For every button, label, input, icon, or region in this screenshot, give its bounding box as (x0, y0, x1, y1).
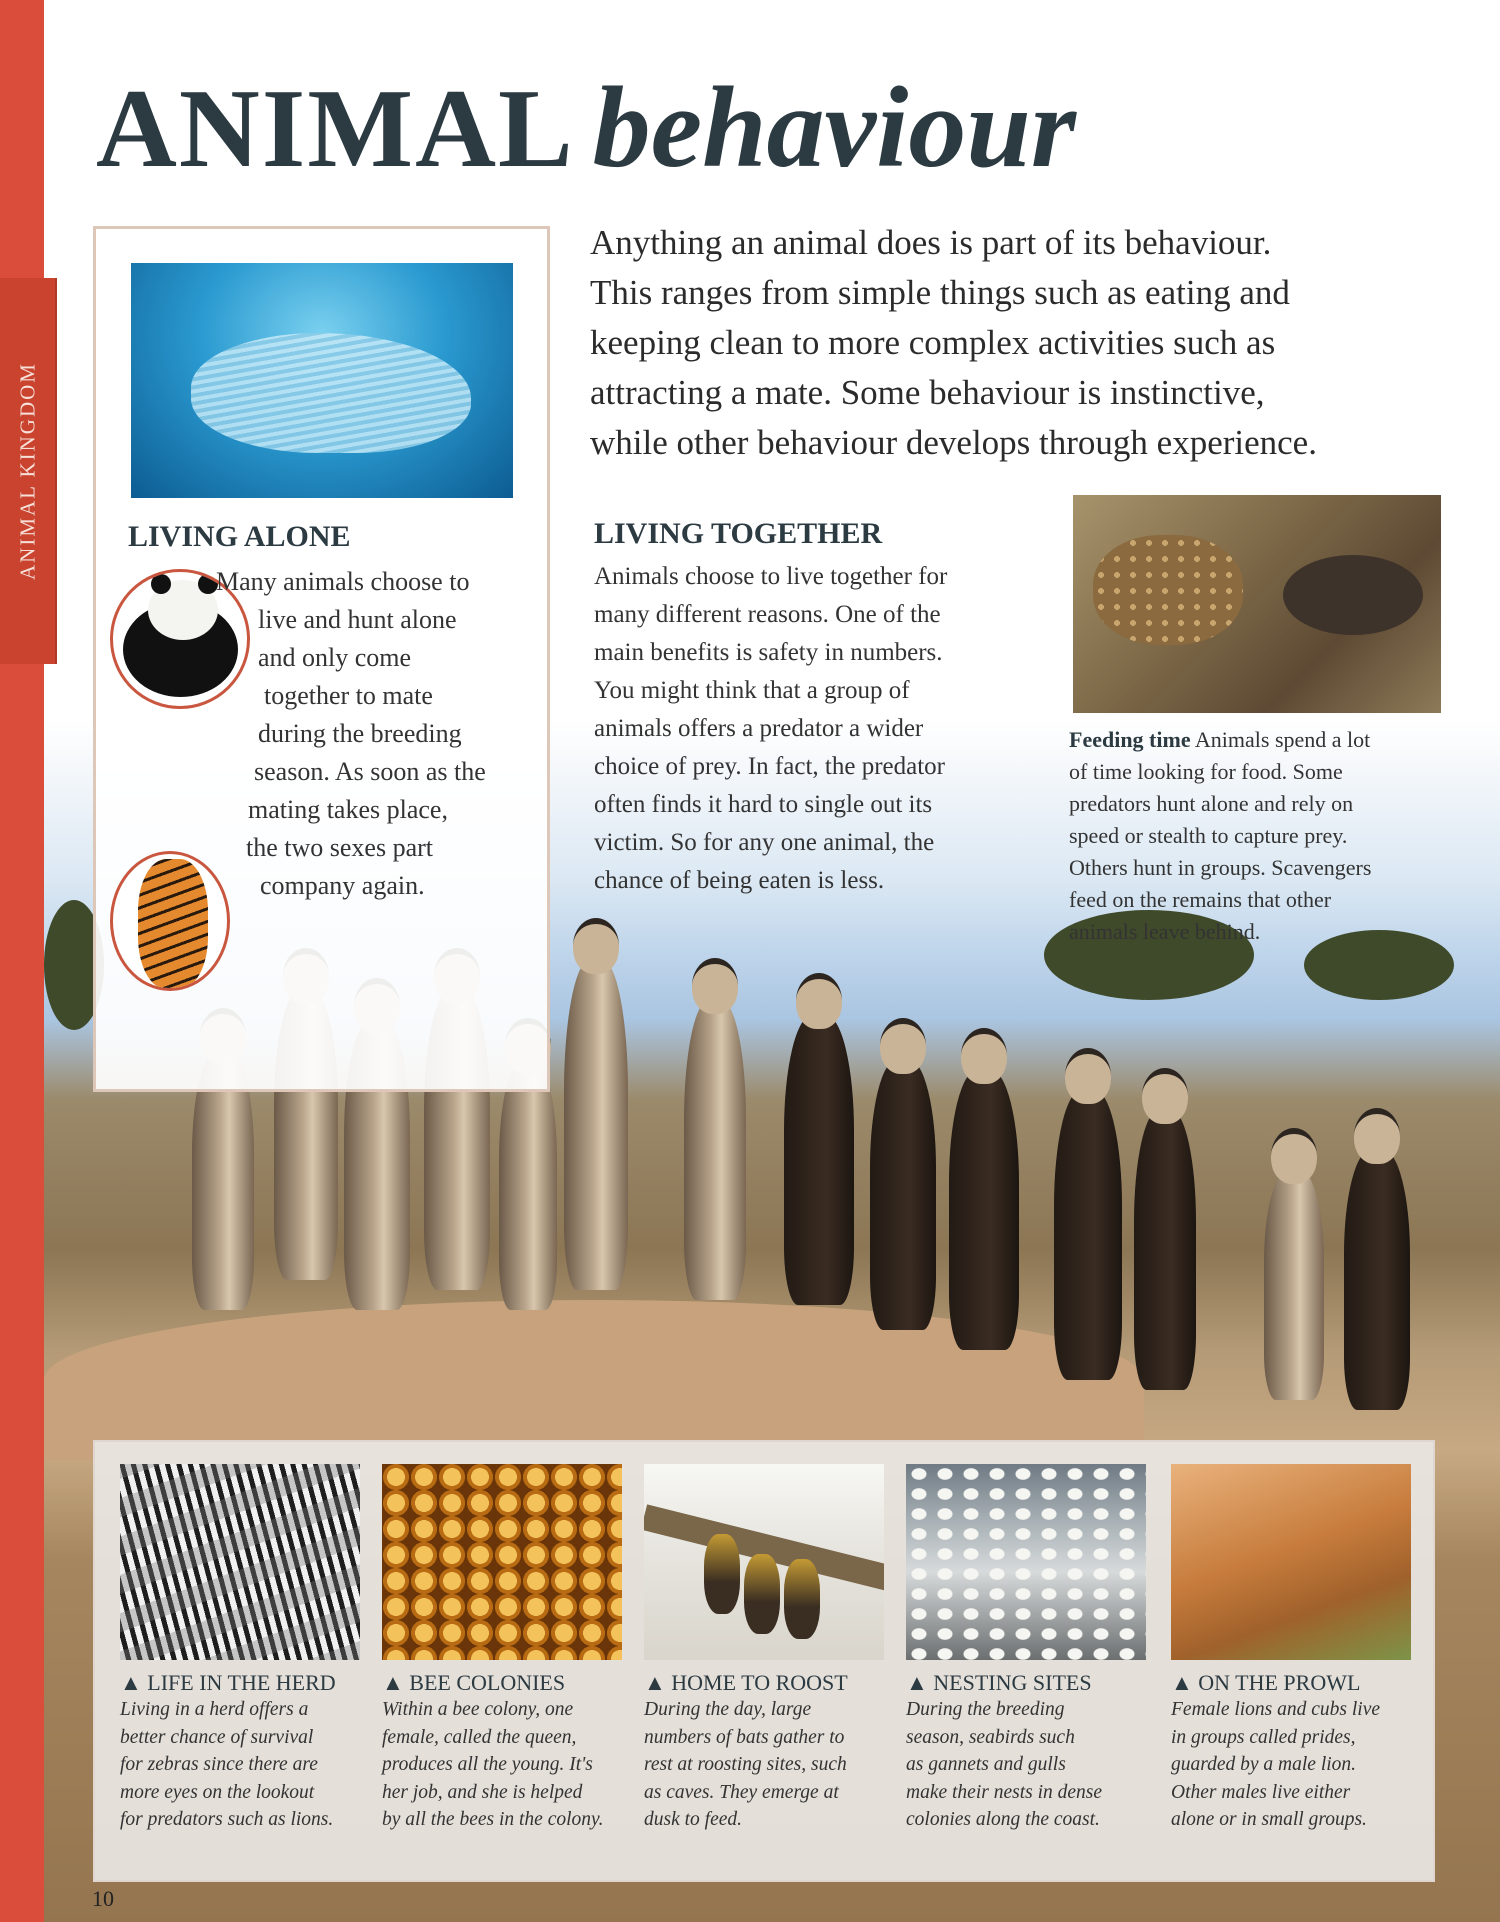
intro-line: keeping clean to more complex activities such as (590, 323, 1276, 362)
card-text (382, 1696, 626, 1834)
text-line: and only come (258, 643, 412, 672)
text-line: animals leave behind. (1069, 919, 1261, 944)
living-together-text (594, 558, 1024, 900)
text-line: by all the bees in the colony. (382, 1809, 604, 1830)
meerkat (684, 1000, 746, 1300)
text-line: victim. So for any one animal, the (594, 829, 935, 856)
zebra-photo (120, 1464, 360, 1660)
text-line: feed on the remains that other (1069, 887, 1332, 912)
text-line: rest at roosting sites, such (644, 1754, 847, 1775)
meerkat (870, 1060, 936, 1330)
text-line: in groups called prides, (1171, 1726, 1356, 1748)
text-line: Within a bee colony, one (382, 1699, 574, 1720)
title-italic: behaviour (592, 64, 1077, 192)
living-alone-text (196, 563, 536, 905)
text-line: main benefits is safety in numbers. (594, 639, 943, 666)
text-line: better chance of survival (120, 1726, 314, 1748)
examples-strip (93, 1440, 1435, 1882)
meerkat (1264, 1170, 1324, 1400)
section-tab-label: ANIMAL KINGDOM (15, 362, 39, 580)
text-line: her job, and she is helped (382, 1781, 583, 1803)
text-line: predators hunt alone and rely on (1069, 791, 1354, 816)
living-together-heading: LIVING TOGETHER (594, 517, 883, 550)
card-bats (644, 1464, 888, 1834)
text-line: During the breeding (906, 1699, 1065, 1720)
bee-photo (382, 1464, 622, 1660)
text-line: live and hunt alone (258, 605, 457, 634)
card-heading: ▲ LIFE IN THE HERD (120, 1670, 336, 1695)
feeding-heading: Feeding time (1069, 727, 1191, 752)
card-heading: ▲ BEE COLONIES (382, 1670, 566, 1695)
intro-line: This ranges from simple things such as eating and (590, 273, 1290, 312)
page-number: 10 (92, 1886, 114, 1911)
card-text (906, 1696, 1150, 1834)
meerkat (564, 960, 628, 1290)
text-line: produces all the young. It's (382, 1754, 593, 1775)
card-heading: ▲ ON THE PROWL (1171, 1670, 1361, 1695)
meerkat (1344, 1150, 1410, 1410)
text-line: chance of being eaten is less. (594, 867, 885, 894)
page-title (96, 64, 1077, 192)
bat-shape (744, 1554, 780, 1634)
text-line: mating takes place, (248, 795, 448, 824)
text-line: Living in a herd offers a (120, 1699, 309, 1720)
text-line: numbers of bats gather to (644, 1726, 845, 1748)
section-tab (0, 278, 57, 664)
text-line: make their nests in dense (906, 1781, 1103, 1803)
intro-line: while other behaviour develops through experience. (590, 423, 1317, 462)
text-line: more eyes on the lookout (120, 1781, 315, 1803)
whale-photo (131, 263, 513, 498)
text-line: of time looking for food. Some (1069, 759, 1343, 784)
bat-shape (784, 1559, 820, 1639)
text-line: Other males live either (1171, 1781, 1351, 1803)
lion-photo (1171, 1464, 1411, 1660)
text-line: Animals spend a lot (1194, 727, 1371, 752)
text-line: Animals choose to live together for (594, 563, 948, 590)
text-line: during the breeding (258, 719, 462, 748)
text-line: together to mate (264, 681, 433, 710)
intro-paragraph (590, 218, 1410, 468)
text-line: choice of prey. In fact, the predator (594, 753, 945, 780)
card-prowl (1171, 1464, 1415, 1834)
text-line: female, called the queen, (382, 1726, 577, 1748)
gannet-photo (906, 1464, 1146, 1660)
text-line: the two sexes part (246, 833, 434, 862)
intro-line: attracting a mate. Some behaviour is instinctive, (590, 373, 1265, 412)
hyena-shape (1093, 535, 1243, 645)
text-line: as gannets and gulls (906, 1754, 1066, 1775)
text-line: You might think that a group of (594, 677, 910, 704)
card-heading: ▲ HOME TO ROOST (644, 1670, 848, 1695)
text-line: alone or in small groups. (1171, 1809, 1367, 1830)
text-line: company again. (260, 871, 425, 900)
text-line: season, seabirds such (906, 1726, 1075, 1748)
panda-ear (151, 574, 171, 594)
bat-shape (704, 1534, 740, 1614)
living-alone-heading: LIVING ALONE (128, 520, 351, 553)
hyena-vultures-photo (1073, 495, 1441, 713)
text-line: Others hunt in groups. Scavengers (1069, 855, 1372, 880)
card-text (1171, 1696, 1415, 1834)
text-line: guarded by a male lion. (1171, 1754, 1357, 1775)
text-line: speed or stealth to capture prey. (1069, 823, 1348, 848)
text-line: often finds it hard to single out its (594, 791, 933, 818)
intro-line: Anything an animal does is part of its behaviour. (590, 223, 1272, 262)
meerkat (784, 1015, 854, 1305)
text-line: During the day, large (644, 1699, 812, 1720)
whale-shape (191, 333, 471, 453)
text-line: season. As soon as the (254, 757, 486, 786)
text-line: Female lions and cubs live (1171, 1699, 1381, 1720)
text-line: colonies along the coast. (906, 1809, 1100, 1830)
text-line: animals offers a predator a wider (594, 715, 924, 742)
meerkat (949, 1070, 1019, 1350)
living-alone-panel (93, 226, 550, 1092)
card-text (120, 1696, 364, 1834)
text-line: Many animals choose to (216, 567, 470, 596)
meerkat (1134, 1110, 1196, 1390)
card-nesting (906, 1464, 1150, 1834)
card-heading: ▲ NESTING SITES (906, 1670, 1092, 1695)
text-line: for predators such as lions. (120, 1809, 334, 1830)
meerkat (1054, 1090, 1122, 1380)
bat-photo (644, 1464, 884, 1660)
feeding-caption (1069, 724, 1449, 948)
text-line: as caves. They emerge at (644, 1781, 839, 1803)
card-bees (382, 1464, 626, 1834)
card-text (644, 1696, 888, 1834)
meerkat (499, 1060, 557, 1310)
card-herd (120, 1464, 364, 1834)
text-line: dusk to feed. (644, 1809, 743, 1830)
text-line: for zebras since there are (120, 1754, 318, 1775)
title-main: ANIMAL (96, 67, 575, 191)
text-line: many different reasons. One of the (594, 601, 941, 628)
vulture-shape (1283, 555, 1423, 635)
